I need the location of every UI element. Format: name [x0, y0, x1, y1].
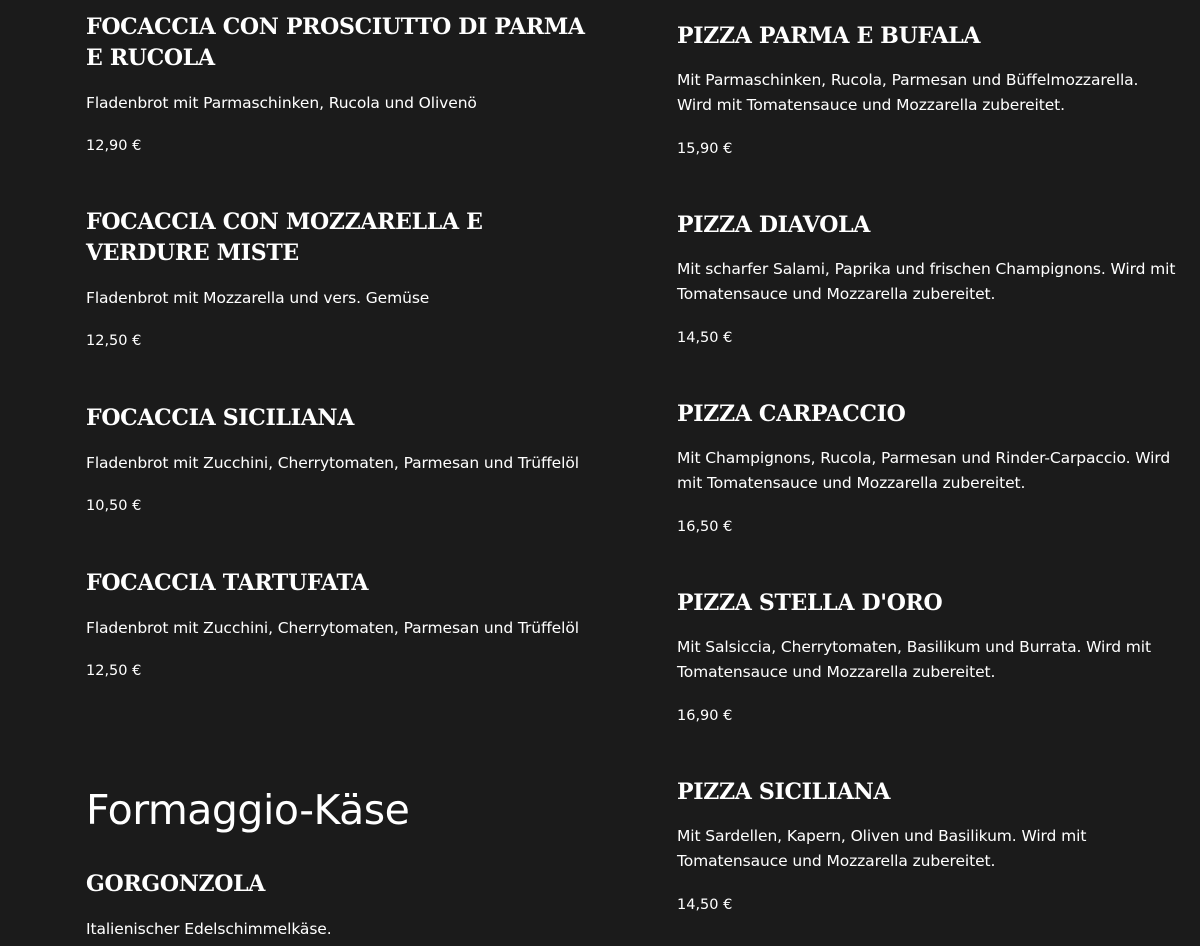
menu-item-title: PIZZA STELLA D'ORO	[677, 590, 943, 616]
menu-item	[677, 21, 1177, 159]
menu-item-price: 12,90 €	[86, 138, 142, 154]
menu-item-title: PIZZA SICILIANA	[677, 779, 891, 805]
menu-item-title: PIZZA PARMA E BUFALA	[677, 23, 981, 49]
menu-item	[86, 869, 606, 942]
menu-item-description: Fladenbrot mit Parmaschinken, Rucola und Olivenö	[86, 94, 477, 112]
menu-item-price: 15,90 €	[677, 141, 733, 157]
menu-item-title: PIZZA DIAVOLA	[677, 212, 871, 238]
menu-item-price: 14,50 €	[677, 330, 733, 346]
menu-item-price: 16,90 €	[677, 708, 733, 724]
menu-item-description: Mit scharfer Salami, Paprika und frischen Champignons. Wird mit Tomatensauce und Mozzarella zubereitet.	[677, 260, 1176, 303]
menu-item-description: Italienischer Edelschimmelkäse.	[86, 920, 332, 938]
menu-item	[86, 403, 606, 516]
menu-item-description: Fladenbrot mit Zucchini, Cherrytomaten, Parmesan und Trüffelöl	[86, 619, 579, 637]
menu-item-description: Mit Champignons, Rucola, Parmesan und Rinder-Carpaccio. Wird mit Tomatensauce und Mozzarella zubereitet.	[677, 449, 1171, 492]
menu-item-title: FOCACCIA SICILIANA	[86, 405, 354, 431]
menu-item-title: FOCACCIA CON PROSCIUTTO DI PARMA E RUCOLA	[86, 14, 585, 71]
menu-item	[86, 568, 606, 681]
menu-item-price: 10,50 €	[86, 498, 142, 514]
menu-item-description: Mit Sardellen, Kapern, Oliven und Basilikum. Wird mit Tomatensauce und Mozzarella zubereitet.	[677, 827, 1087, 870]
menu-item-title: FOCACCIA TARTUFATA	[86, 570, 369, 596]
menu-item	[677, 210, 1177, 348]
menu-item-description: Fladenbrot mit Mozzarella und vers. Gemüse	[86, 289, 430, 307]
menu-item-description: Mit Parmaschinken, Rucola, Parmesan und Büffelmozzarella. Wird mit Tomatensauce und Mozzarella zubereitet.	[677, 71, 1139, 114]
menu-item	[677, 777, 1177, 915]
menu-item-price: 14,50 €	[677, 897, 733, 913]
menu-item	[86, 207, 606, 351]
menu-item-price: 12,50 €	[86, 663, 142, 679]
menu-item	[677, 588, 1177, 726]
menu-item-description: Fladenbrot mit Zucchini, Cherrytomaten, Parmesan und Trüffelöl	[86, 454, 579, 472]
menu-item-title: FOCACCIA CON MOZZARELLA E VERDURE MISTE	[86, 209, 483, 266]
menu-item-title: PIZZA CARPACCIO	[677, 401, 906, 427]
menu-item-description: Mit Salsiccia, Cherrytomaten, Basilikum und Burrata. Wird mit Tomatensauce und Mozzarella zubereitet.	[677, 638, 1151, 681]
section-heading: Formaggio-Käse	[86, 786, 410, 834]
menu-item	[86, 12, 606, 156]
menu-item-price: 12,50 €	[86, 333, 142, 349]
menu-item-price: 16,50 €	[677, 519, 733, 535]
menu-item-title: GORGONZOLA	[86, 871, 266, 897]
menu-item	[677, 399, 1177, 537]
